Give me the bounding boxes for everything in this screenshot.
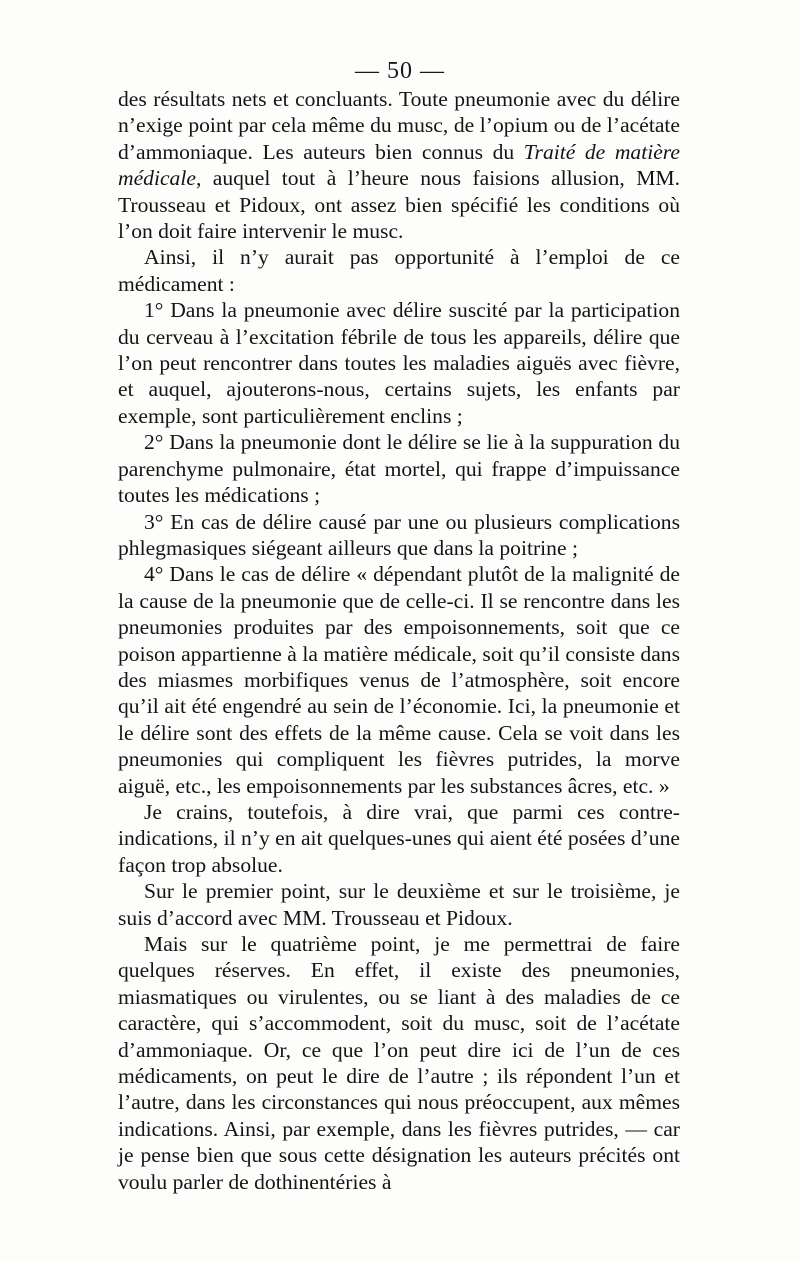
list-paragraph-3 [118,509,680,562]
text-run: 3° En cas de délire causé par une ou plusieurs complications phlegmasiques siégeant ailleurs que dans la poitrine ; [118,509,680,560]
body-text [118,86,680,1195]
paragraph [118,86,680,244]
text-run: Je crains, toutefois, à dire vrai, que parmi ces contre-indications, il n’y en ait quelques-unes qui aient été posées d’une façon trop absolue. [118,799,680,877]
text-run: 4° Dans le cas de délire « dépendant plutôt de la malignité de la cause de la pneumonie que de celle-ci. Il se rencontre dans les pneumonies produites par des empoisonnements, soit que ce poison appartienne à la matière médicale, soit qu’il consiste dans des miasmes morbifiques venus de l’atmosphère, soit encore qu’il ait été engendré au sein de l’économie. Ici, la pneumonie et le délire sont des effets de la même cause. Cela se voit dans les pneumonies qui compliquent les fièvres putrides, la morve aiguë, etc., les empoisonnements par les substances âcres, etc. » [118,562,680,798]
page-number: — 50 — [355,58,445,84]
text-run: 1° Dans la pneumonie avec délire suscité par la participation du cerveau à l’excitation fébrile de tous les appareils, délire que l’on peut rencontrer dans toutes les maladies aiguës avec fièvre, et auquel, ajouterons-nous, certains sujets, les enfants par exemple, sont particulièrement enclins ; [118,298,680,428]
list-paragraph-1 [118,297,680,429]
text-run: Ainsi, il n’y aurait pas opportunité à l’emploi de ce médicament : [118,245,680,296]
text-run: , auquel tout à l’heure nous faisions allusion, MM. Trousseau et Pidoux, ont assez bien spécifié les conditions où l’on doit faire intervenir le musc. [118,166,680,244]
list-paragraph-2 [118,429,680,508]
list-paragraph-4 [118,561,680,799]
text-run: Mais sur le quatrième point, je me permettrai de faire quelques réserves. En effet, il existe des pneumonies, miasmatiques ou virulentes, ou se liant à des maladies de ce caractère, qui s’accommodent, soit du musc, soit de l’acétate d’ammoniaque. Or, ce que l’on peut dire ici de l’un de ces médicaments, on peut le dire de l’autre ; ils répondent l’un et l’autre, dans les circonstances qui nous préoccupent, aux mêmes indications. Ainsi, par exemple, dans les fièvres putrides, — car je pense bien que sous cette désignation les auteurs précités ont voulu parler de dothinentéries à [118,932,680,1194]
paragraph [118,878,680,931]
text-run: Sur le premier point, sur le deuxième et sur le troisième, je suis d’accord avec MM. Trousseau et Pidoux. [118,879,680,930]
text-run: des résultats nets et concluants. Toute pneumonie avec du délire n’exige point par cela même du musc, de l’opium ou de l’acétate d’ammoniaque. Les auteurs bien connus du [118,87,680,164]
paragraph [118,799,680,878]
book-title-italic: Traité de matière médicale [118,139,680,191]
paragraph [118,244,680,297]
paragraph [118,931,680,1195]
text-run: 2° Dans la pneumonie dont le délire se lie à la suppuration du parenchyme pulmonaire, état mortel, qui frappe d’impuissance toutes les médications ; [118,430,680,508]
